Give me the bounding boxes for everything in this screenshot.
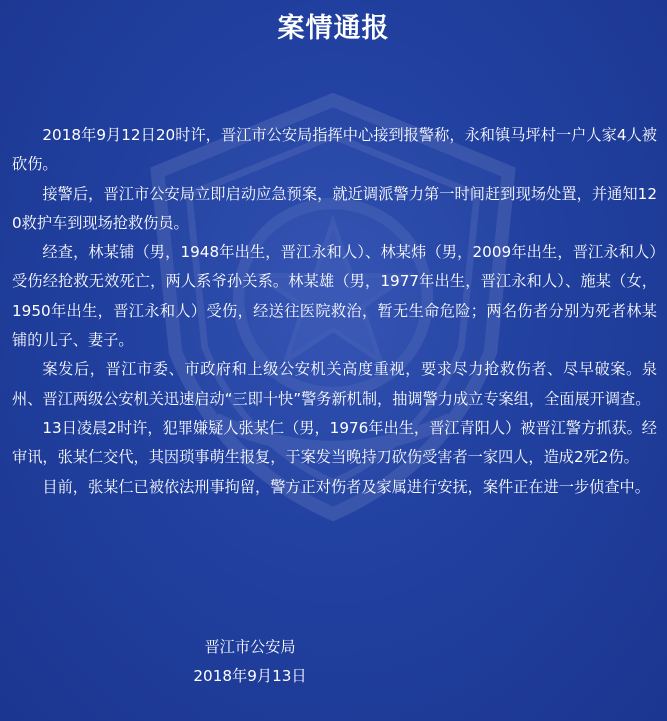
notice-body — [12, 121, 657, 502]
paragraph-arrest: 13日凌晨2时许，犯罪嫌疑人张某仁（男，1976年出生，晋江青阳人）被晋江警方抓获。经审讯，张某仁交代，其因琐事萌生报复，于案发当晚持刀砍伤受害者一家四人，造成2死2伤。 — [12, 418, 657, 467]
issuer-name: 晋江市公安局 — [204, 638, 296, 656]
paragraph-report: 2018年9月12日20时许，晋江市公安局指挥中心接到报警称，永和镇马坪村一户人家4人被砍伤。 — [12, 126, 657, 174]
notice-title: 案情通报 — [277, 13, 390, 44]
issue-date: 2018年9月13日 — [193, 667, 307, 685]
paragraph-investigation: 经查，林某铺（男，1948年出生，晋江永和人）、林某炜（男，2009年出生，晋江永和人）受伤经抢救无效死亡，两人系爷孙关系。林某雄（男，1977年出生，晋江永和人）、施某（女，1950年出生，晋江永和人）受伤，经送往医院救治，暂无生命危险；两名伤者分别为死者林某铺的儿子、妻子。 — [12, 243, 657, 350]
paragraph-task-force: 案发后，晋江市委、市政府和上级公安机关高度重视，要求尽力抢救伤者、尽早破案。泉州、晋江两级公安机关迅速启动“三即十快”警务新机制，抽调警力成立专案组，全面展开调查。 — [12, 360, 657, 408]
paragraph-response: 接警后，晋江市公安局立即启动应急预案，就近调派警力第一时间赶到现场处置，并通知120救护车到现场抢救伤员。 — [12, 184, 657, 232]
paragraph-status: 目前，张某仁已被依法刑事拘留，警方正对伤者及家属进行安抚，案件正在进一步侦查中。 — [42, 477, 650, 496]
